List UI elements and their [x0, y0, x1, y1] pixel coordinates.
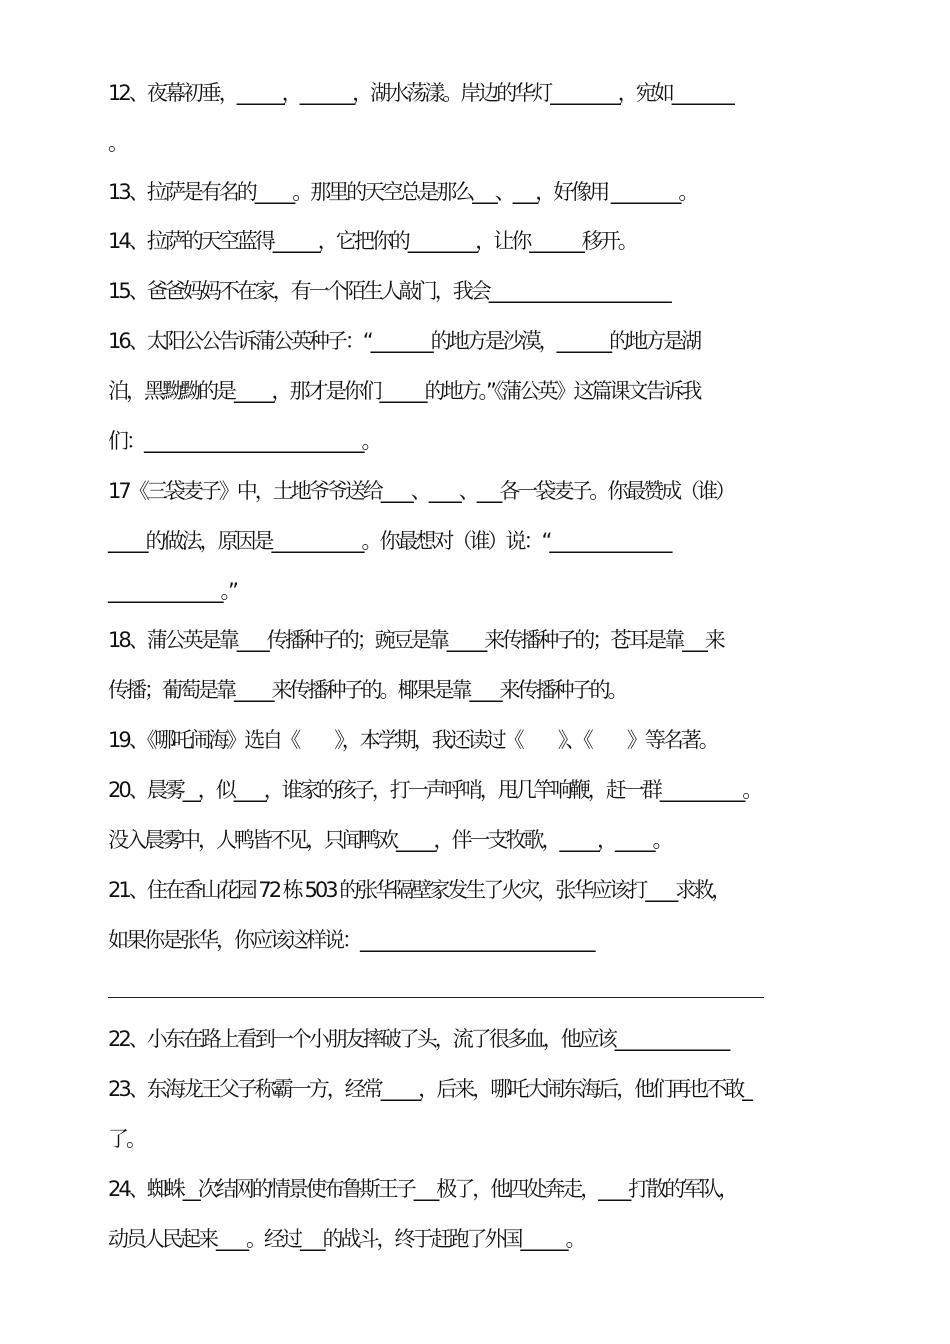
question-12-line-1: 12、夜幕初垂，______，_______，湖水荡漾。岸边的华灯_________，宛如________	[108, 81, 732, 105]
question-18-line-2: 传播；葡萄是靠_____来传播种子的。椰果是靠____来传播种子的。	[108, 678, 626, 702]
question-16-line-3: 们：_____________________________。	[108, 429, 380, 453]
question-14: 14、拉萨的天空蓝得______，它把你的_________，让你_______移开。	[108, 229, 636, 253]
question-19: 19、《哪吒闹海》选自《 》，本学期，我还读过《 》、《 》等名著。	[108, 728, 717, 752]
question-21-line-1: 21、住在香山花园 72 栋 503 的张华隔壁家发生了火灾，张华应该打____求救，	[108, 878, 730, 902]
question-24-line-2: 动员人民起来____。经过___的战斗，终于赶跑了外国______。	[108, 1227, 584, 1251]
question-18-line-1: 18、蒲公英是靠____传播种子的；豌豆是靠_____来传播种子的；苍耳是靠___来	[108, 628, 723, 652]
question-22: 22、小东在路上看到一个小朋友摔破了头，流了很多血，他应该_______________	[108, 1027, 728, 1051]
question-20-line-2: 没入晨雾中，人鸭皆不见，只闻鸭欢_____，伴一支牧歌，_____，_____。	[108, 828, 671, 852]
question-17-line-3: _______________。”	[108, 579, 236, 603]
question-17-line-2: _____的做法，原因是____________。你最想对（谁）说：“________________	[108, 529, 670, 553]
question-13: 13、拉萨是有名的_____。那里的天空总是那么___、___，好像用 _________。	[108, 180, 697, 204]
question-12-line-2: 。	[108, 131, 126, 155]
question-20-line-1: 20、晨雾__，似____，谁家的孩子，打一声呼哨，甩几竿响鞭，赶一群___________。	[108, 778, 761, 802]
question-16-line-1: 16、太阳公公告诉蒲公英种子：“________的地方是沙漠，_______的地方是湖	[108, 329, 700, 353]
question-17-line-1: 17《三袋麦子》中，土地爷爷送给____、____、___各一袋麦子。你最赞成（谁）	[108, 479, 734, 503]
question-21-line-2: 如果你是张华，你应该这样说：_______________________________	[108, 928, 593, 952]
question-16-line-2: 泊，黑黝黝的是_____，那才是你们______的地方。”《蒲公英》这篇课文告诉我	[108, 379, 700, 403]
question-24-line-1: 24、蜘蛛__次结网的情景使布鲁斯王子___极了，他四处奔走，____打散的军队，	[108, 1177, 737, 1201]
question-15: 15、爸爸妈妈不在家，有一个陌生人敲门，我会________________________	[108, 279, 669, 303]
question-23-line-1: 23、东海龙王父子称霸一方，经常_____，后来，哪吒大闹东海后，他们再也不敢_	[108, 1077, 750, 1101]
question-23-line-2: 了。	[108, 1127, 144, 1151]
answer-blank-line	[108, 997, 764, 998]
